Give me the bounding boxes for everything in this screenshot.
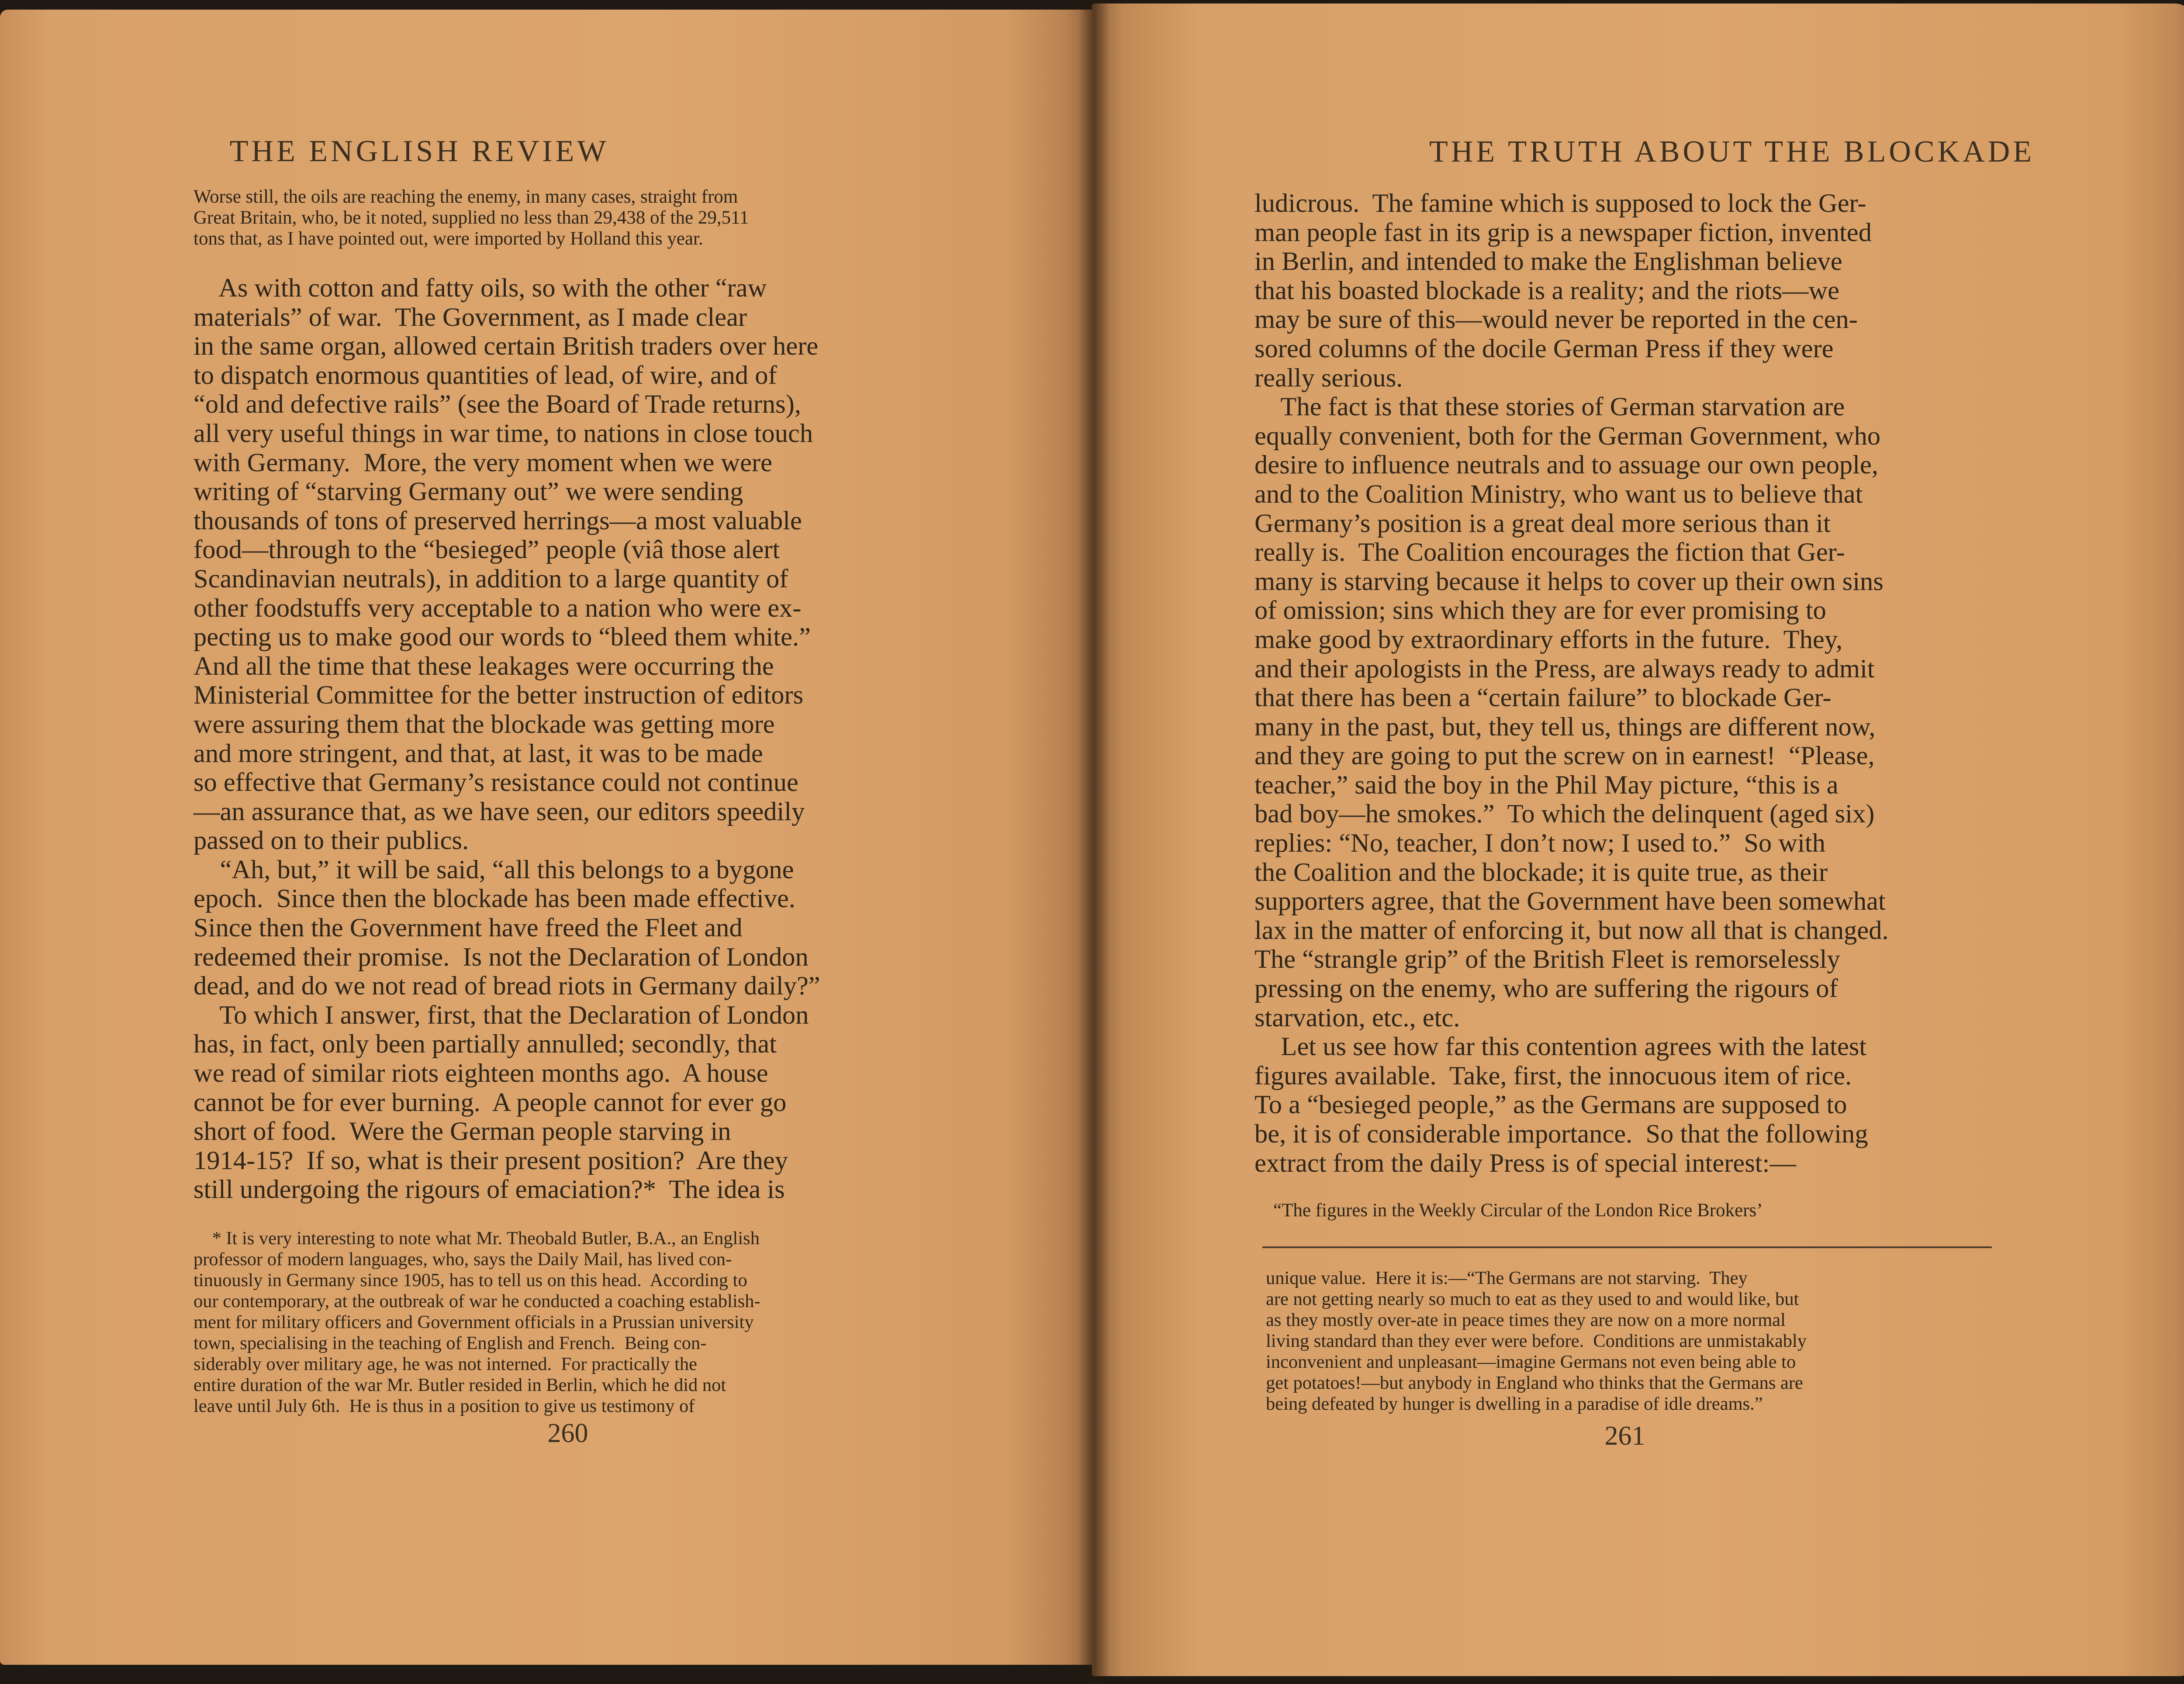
text-line: replies: “No, teacher, I don’t now; I used to.” So with [1254,828,1825,858]
text-line: The “strangle grip” of the British Fleet is remorselessly [1254,945,1840,974]
text-line: bad boy—he smokes.” To which the delinquent (aged six) [1254,799,1875,829]
text-line: and more stringent, and that, at last, it was to be made [194,738,763,768]
text-line: and to the Coalition Ministry, who want us to believe that [1254,479,1863,509]
text-line: lax in the matter of enforcing it, but now all that is changed. [1254,915,1889,945]
right-running-header: THE TRUTH ABOUT THE BLOCKADE [1429,135,2035,169]
text-line: may be sure of this—would never be reported in the cen- [1254,305,1858,335]
text-line: “Ah, but,” it will be said, “all this belongs to a bygone [194,855,794,884]
right-page-number: 261 [1604,1421,1645,1451]
text-line: equally convenient, both for the German Government, who [1254,421,1881,451]
footnote-rule [1262,1246,1992,1248]
text-line: unique value. Here it is:—“The Germans are not starving. They [1266,1268,1748,1288]
text-line: Great Britain, who, be it noted, supplied no less than 29,438 of the 29,511 [194,207,749,228]
text-line: passed on to their publics. [194,826,469,856]
left-page [0,10,1094,1665]
text-line: Scandinavian neutrals), in addition to a large quantity of [194,564,788,594]
text-line: in Berlin, and intended to make the Englishman believe [1254,247,1842,276]
text-line: cannot be for ever burning. A people cannot for ever go [194,1087,787,1117]
text-line: other foodstuffs very acceptable to a nation who were ex- [194,593,802,623]
text-line: in the same organ, allowed certain British traders over here [194,331,819,361]
text-line: As with cotton and fatty oils, so with the other “raw [194,273,767,303]
text-line: that his boasted blockade is a reality; and the riots—we [1254,276,1840,305]
text-line: materials” of war. The Government, as I made clear [194,302,747,332]
text-line: being defeated by hunger is dwelling in a paradise of idle dreams.” [1266,1394,1763,1414]
text-line: The fact is that these stories of German starvation are [1254,392,1845,422]
text-line: and their apologists in the Press, are always ready to admit [1254,654,1875,683]
text-line: siderably over military age, he was not interned. For practically the [194,1354,698,1374]
text-line: with Germany. More, the very moment when we were [194,448,772,477]
text-line: really is. The Coalition encourages the fiction that Ger- [1254,538,1845,567]
text-line: thousands of tons of preserved herrings—a most valuable [194,506,802,535]
text-line: town, specialising in the teaching of English and French. Being con- [194,1333,707,1353]
text-line: pressing on the enemy, who are suffering the rigours of [1254,974,1838,1004]
text-line: tons that, as I have pointed out, were imported by Holland this year. [194,228,703,249]
text-line: —an assurance that, as we have seen, our editors speedily [194,797,805,826]
text-line: extract from the daily Press is of special interest:— [1254,1148,1796,1178]
text-line: To a “besieged people,” as the Germans are supposed to [1254,1090,1847,1120]
text-line: * It is very interesting to note what Mr. Theobald Butler, B.A., an English [194,1228,760,1249]
right-page [1092,3,2184,1676]
text-line: still undergoing the rigours of emaciation?* The idea is [194,1175,785,1204]
text-line: get potatoes!—but anybody in England who thinks that the Germans are [1266,1373,1803,1393]
text-line: Ministerial Committee for the better instruction of editors [194,680,804,710]
text-line: “old and defective rails” (see the Board of Trade returns), [194,390,801,419]
left-page-number: 260 [547,1418,588,1448]
left-footnote [194,1228,760,1417]
text-line: tinuously in Germany since 1905, has to tell us on this head. According to [194,1270,747,1291]
text-line: so effective that Germany’s resistance could not continue [194,768,798,797]
text-line: our contemporary, at the outbreak of war he conducted a coaching establish- [194,1291,760,1311]
text-line: many in the past, but, they tell us, things are different now, [1254,712,1876,742]
text-line: living standard than they ever were before. Conditions are unmistakably [1266,1331,1807,1351]
text-line: ment for military officers and Government officials in a Prussian university [194,1312,754,1332]
text-line: are not getting nearly so much to eat as they used to and would like, but [1266,1289,1799,1309]
left-intro-quote [194,186,927,249]
text-line: supporters agree, that the Government have been somewhat [1254,887,1886,916]
text-line: entire duration of the war Mr. Butler resided in Berlin, which he did not [194,1375,726,1395]
text-line: be, it is of considerable importance. So that the following [1254,1119,1868,1149]
text-line: pecting us to make good our words to “bleed them white.” [194,622,811,652]
text-line: as they mostly over-ate in peace times they are now on a more normal [1266,1310,1786,1330]
text-line: really serious. [1254,363,1403,393]
text-line: inconvenient and unpleasant—imagine Germans not even being able to [1266,1352,1796,1372]
text-line: writing of “starving Germany out” we were sending [194,477,743,507]
text-line: many is starving because it helps to cover up their own sins [1254,566,1883,596]
text-line: Germany’s position is a great deal more serious than it [1254,508,1831,538]
text-line: Let us see how far this contention agrees with the latest [1254,1032,1867,1062]
text-line: professor of modern languages, who, says the Daily Mail, has lived con- [194,1249,732,1270]
text-line: desire to influence neutrals and to assuage our own people, [1254,450,1879,480]
text-line: make good by extraordinary efforts in the future. They, [1254,625,1843,654]
text-line: dead, and do we not read of bread riots in Germany daily?” [194,971,820,1001]
left-body-text [194,274,820,1204]
text-line: the Coalition and the blockade; it is quite true, as their [1254,857,1828,887]
text-line: sored columns of the docile German Press if they were [1254,334,1834,363]
text-line: and they are going to put the screw on in earnest! “Please, [1254,741,1875,771]
right-body-text [1254,189,1889,1178]
text-line: short of food. Were the German people starving in [194,1117,731,1146]
text-line: has, in fact, only been partially annulled; secondly, that [194,1029,777,1059]
right-footnote [1266,1268,1807,1415]
text-line: to dispatch enormous quantities of lead, of wire, and of [194,360,777,390]
text-line: all very useful things in war time, to nations in close touch [194,418,813,448]
text-line: figures available. Take, first, the innocuous item of rice. [1254,1061,1852,1090]
book-gutter [1079,0,1109,1684]
text-line: To which I answer, first, that the Declaration of London [194,1000,809,1030]
text-line: starvation, etc., etc. [1254,1003,1460,1032]
text-line: leave until July 6th. He is thus in a position to give us testimony of [194,1396,695,1416]
text-line: ludicrous. The famine which is supposed to lock the Ger- [1254,189,1866,218]
text-line: Since then the Government have freed the Fleet and [194,913,743,943]
text-line: And all the time that these leakages were occurring the [194,651,774,681]
text-line: were assuring them that the blockade was getting more [194,709,775,739]
text-line: we read of similar riots eighteen months ago. A house [194,1059,768,1088]
text-line: of omission; sins which they are for ever promising to [1254,596,1826,625]
text-line: Worse still, the oils are reaching the enemy, in many cases, straight from [194,186,738,207]
text-line: redeemed their promise. Is not the Declaration of London [194,942,809,972]
text-line: food—through to the “besieged” people (viâ those alert [194,535,780,565]
text-line: man people fast in its grip is a newspaper fiction, invented [1254,217,1872,247]
text-line: epoch. Since then the blockade has been made effective. [194,884,796,914]
text-line: that there has been a “certain failure” to blockade Ger- [1254,683,1832,713]
right-quote-line: “The figures in the Weekly Circular of the London Rice Brokers’ [1254,1200,1763,1221]
text-line: 1914-15? If so, what is their present position? Are they [194,1146,788,1175]
text-line: teacher,” said the boy in the Phil May picture, “this is a [1254,770,1838,800]
left-running-header: THE ENGLISH REVIEW [229,135,609,168]
